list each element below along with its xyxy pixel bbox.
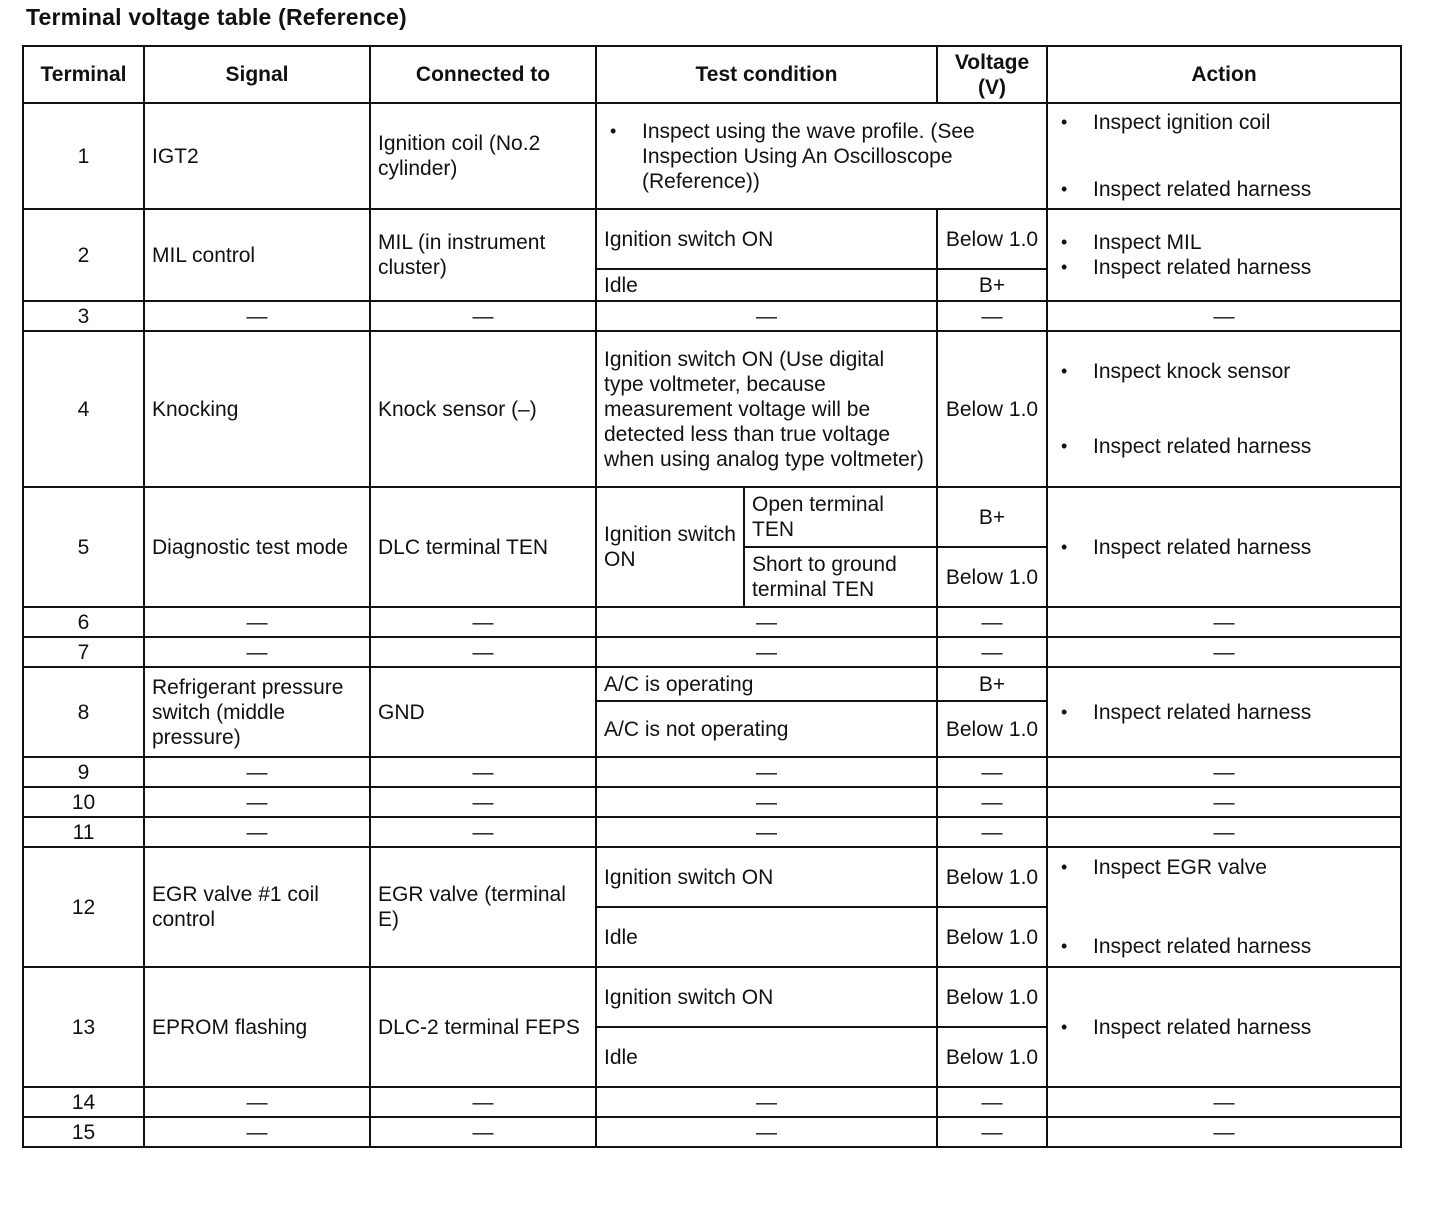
empty-cell: — [370,637,596,667]
empty-cell: — [370,301,596,331]
empty-cell: — [596,817,937,847]
condition-cell: Ignition switch ON [596,209,937,269]
connected-cell: Knock sensor (–) [370,331,596,487]
bullet-icon: • [1061,179,1068,199]
list-item: • Inspect knock sensor [1055,359,1393,384]
empty-cell: — [937,301,1047,331]
connected-cell: Ignition coil (No.2 cylinder) [370,103,596,209]
table-row [23,331,1401,487]
action-cell [1047,487,1401,607]
terminal-cell: 9 [23,757,144,787]
voltage-cell: Below 1.0 [937,547,1047,607]
empty-cell: — [1047,1087,1401,1117]
connected-cell: MIL (in instrument cluster) [370,209,596,301]
header-row [23,46,1401,103]
list-item: • Inspect related harness [1055,934,1393,959]
list-item: • Inspect related harness [1055,1015,1393,1040]
empty-cell: — [144,637,370,667]
empty-cell: — [370,607,596,637]
action-cell [1047,331,1401,487]
terminal-cell: 10 [23,787,144,817]
terminal-cell: 7 [23,637,144,667]
terminal-cell: 3 [23,301,144,331]
voltage-cell: Below 1.0 [937,907,1047,967]
list-item: • Inspect related harness [1055,177,1393,202]
terminal-cell: 8 [23,667,144,757]
empty-cell: — [370,1087,596,1117]
empty-cell: — [937,1117,1047,1147]
bullet-icon: • [1061,232,1068,252]
empty-cell: — [937,757,1047,787]
terminal-cell: 15 [23,1117,144,1147]
condition-cell: Ignition switch ON (Use digital type voltmeter, because measurement voltage will be detected less than true voltage when using analog type voltmeter) [596,331,937,487]
header-terminal: Terminal [23,46,144,103]
connected-cell: DLC-2 terminal FEPS [370,967,596,1087]
bullet-icon: • [1061,1016,1068,1037]
signal-cell: Refrigerant pressure switch (middle pressure) [144,667,370,757]
terminal-cell: 13 [23,967,144,1087]
bullet-icon: • [1061,857,1068,877]
bullet-icon: • [1061,536,1068,557]
condition-cell: A/C is not operating [596,701,937,757]
empty-cell: — [596,1117,937,1147]
empty-cell: — [937,637,1047,667]
action-cell [1047,667,1401,757]
terminal-cell: 1 [23,103,144,209]
terminal-cell: 14 [23,1087,144,1117]
action-cell [1047,967,1401,1087]
table-row [23,1087,1401,1117]
empty-cell: — [937,1087,1047,1117]
terminal-cell: 2 [23,209,144,301]
empty-cell: — [144,787,370,817]
voltage-cell: Below 1.0 [937,331,1047,487]
table-row [23,757,1401,787]
condition-cell: Idle [596,1027,937,1087]
condition-cell: Open terminal TEN [744,487,937,547]
table-row [23,637,1401,667]
header-signal: Signal [144,46,370,103]
bullet-icon: • [1061,361,1068,381]
page-title: Terminal voltage table (Reference) [26,4,407,30]
header-voltage: Voltage (V) [937,46,1047,103]
terminal-voltage-table [22,45,1402,1148]
empty-cell: — [596,607,937,637]
terminal-cell: 11 [23,817,144,847]
table-row [23,103,1401,209]
terminal-cell: 4 [23,331,144,487]
empty-cell: — [937,607,1047,637]
signal-cell: MIL control [144,209,370,301]
list-item: • Inspect EGR valve [1055,855,1393,880]
bullet-icon: • [610,120,617,141]
empty-cell: — [596,301,937,331]
connected-cell: EGR valve (terminal E) [370,847,596,967]
empty-cell: — [144,817,370,847]
signal-cell: EGR valve #1 coil control [144,847,370,967]
signal-cell: IGT2 [144,103,370,209]
bullet-icon: • [1061,257,1068,277]
empty-cell: — [596,757,937,787]
voltage-cell: Below 1.0 [937,209,1047,269]
empty-cell: — [370,1117,596,1147]
action-cell [1047,209,1401,301]
empty-cell: — [1047,1117,1401,1147]
empty-cell: — [370,787,596,817]
table-row [23,667,1401,701]
empty-cell: — [937,817,1047,847]
voltage-cell: Below 1.0 [937,701,1047,757]
terminal-cell: 6 [23,607,144,637]
voltage-cell: B+ [937,487,1047,547]
table-row [23,301,1401,331]
empty-cell: — [1047,637,1401,667]
condition-cell: Ignition switch ON [596,487,744,607]
empty-cell: — [144,301,370,331]
empty-cell: — [370,817,596,847]
voltage-cell: B+ [937,667,1047,701]
list-item: • Inspect MIL [1055,230,1393,255]
empty-cell: — [937,787,1047,817]
bullet-icon: • [1061,701,1068,722]
bullet-icon: • [1061,436,1068,456]
action-cell [1047,103,1401,209]
signal-cell: Knocking [144,331,370,487]
list-item: • Inspect related harness [1055,535,1393,560]
header-connected-to: Connected to [370,46,596,103]
table-row [23,607,1401,637]
empty-cell: — [1047,757,1401,787]
table-row [23,787,1401,817]
empty-cell: — [596,1087,937,1117]
connected-cell: GND [370,667,596,757]
voltage-cell: Below 1.0 [937,1027,1047,1087]
empty-cell: — [596,787,937,817]
action-cell [1047,847,1401,967]
voltage-cell: Below 1.0 [937,847,1047,907]
condition-cell: A/C is operating [596,667,937,701]
list-item: • Inspect related harness [1055,434,1393,459]
condition-cell: • Inspect using the wave profile. (See Inspection Using An Oscilloscope (Reference)) [596,103,1047,209]
empty-cell: — [144,607,370,637]
signal-cell: Diagnostic test mode [144,487,370,607]
table-row [23,847,1401,907]
empty-cell: — [144,757,370,787]
list-item: • Inspect related harness [1055,255,1393,280]
empty-cell: — [370,757,596,787]
empty-cell: — [144,1117,370,1147]
empty-cell: — [1047,607,1401,637]
bullet-icon: • [1061,936,1068,956]
list-item: • Inspect related harness [1055,700,1393,725]
voltage-cell: B+ [937,269,1047,301]
header-action: Action [1047,46,1401,103]
condition-cell: Short to ground terminal TEN [744,547,937,607]
condition-cell: Idle [596,907,937,967]
signal-cell: EPROM flashing [144,967,370,1087]
voltage-cell: Below 1.0 [937,967,1047,1027]
empty-cell: — [596,637,937,667]
condition-cell: Ignition switch ON [596,847,937,907]
header-test-condition: Test condition [596,46,937,103]
table-row [23,1117,1401,1147]
empty-cell: — [1047,787,1401,817]
condition-cell: Ignition switch ON [596,967,937,1027]
list-item: • Inspect ignition coil [1055,110,1393,135]
terminal-cell: 5 [23,487,144,607]
table-row [23,817,1401,847]
table-row [23,487,1401,547]
table-row [23,967,1401,1027]
empty-cell: — [1047,817,1401,847]
table-row [23,209,1401,269]
empty-cell: — [144,1087,370,1117]
connected-cell: DLC terminal TEN [370,487,596,607]
terminal-cell: 12 [23,847,144,967]
bullet-icon: • [1061,112,1068,132]
condition-cell: Idle [596,269,937,301]
empty-cell: — [1047,301,1401,331]
